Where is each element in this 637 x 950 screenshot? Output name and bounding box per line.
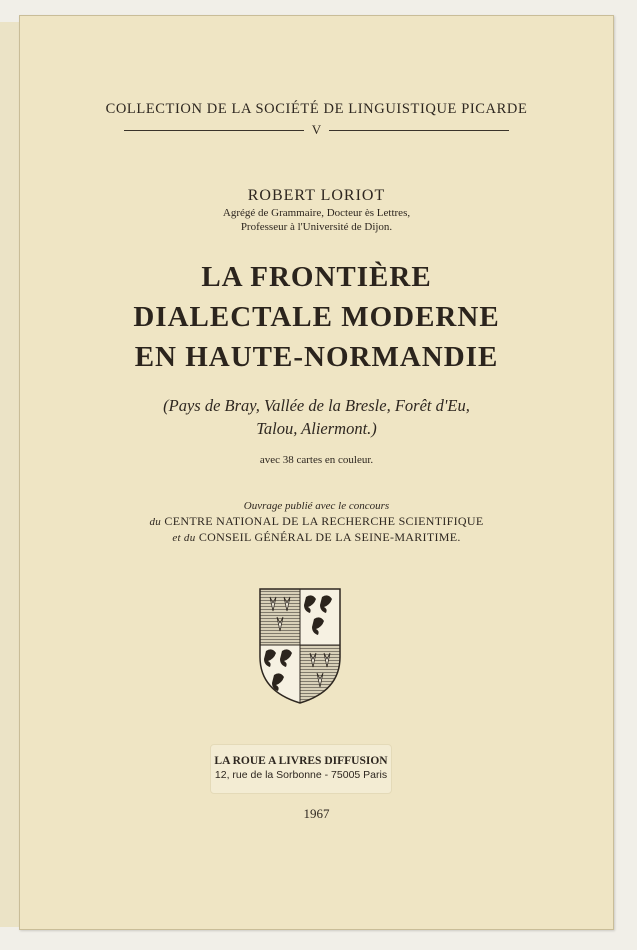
sponsor-prefix: du xyxy=(149,516,162,528)
sponsor-name: CONSEIL GÉNÉRAL DE LA SEINE-MARITIME. xyxy=(198,530,461,544)
maps-note: avec 38 cartes en couleur. xyxy=(259,454,374,466)
sponsor-name: CENTRE NATIONAL DE LA RECHERCHE SCIENTIFIQUE xyxy=(164,514,484,528)
subtitle-line: Talou, Aliermont.) xyxy=(256,419,377,438)
distributor-name: LA ROUE A LIVRES DIFFUSION xyxy=(214,755,388,767)
author-credential: Agrégé de Grammaire, Docteur ès Lettres, xyxy=(222,207,411,219)
author-name: ROBERT LORIOT xyxy=(247,187,386,204)
series-title: COLLECTION DE LA SOCIÉTÉ DE LINGUISTIQUE PICARDE xyxy=(105,101,528,117)
coat-of-arms-icon xyxy=(258,587,342,705)
book-title-line: EN HAUTE-NORMANDIE xyxy=(134,341,499,373)
volume-number: V xyxy=(311,122,322,137)
publication-intro: Ouvrage publié avec le concours xyxy=(243,500,390,512)
divider-right xyxy=(329,130,509,131)
volume-rule xyxy=(20,122,613,138)
distributor-sticker xyxy=(210,744,392,794)
publication-sponsor xyxy=(20,514,613,529)
book-title-line: LA FRONTIÈRE xyxy=(201,261,432,293)
distributor-address: 12, rue de la Sorbonne - 75005 Paris xyxy=(214,769,388,781)
author-credential: Professeur à l'Université de Dijon. xyxy=(240,221,393,233)
publication-sponsor xyxy=(20,530,613,545)
subtitle-line: (Pays de Bray, Vallée de la Bresle, Forêt d'Eu, xyxy=(163,396,470,415)
publication-year: 1967 xyxy=(303,806,330,821)
sponsor-prefix: et du xyxy=(172,532,196,544)
book-title-line: DIALECTALE MODERNE xyxy=(133,301,500,333)
divider-left xyxy=(124,130,304,131)
book-cover xyxy=(19,15,614,930)
